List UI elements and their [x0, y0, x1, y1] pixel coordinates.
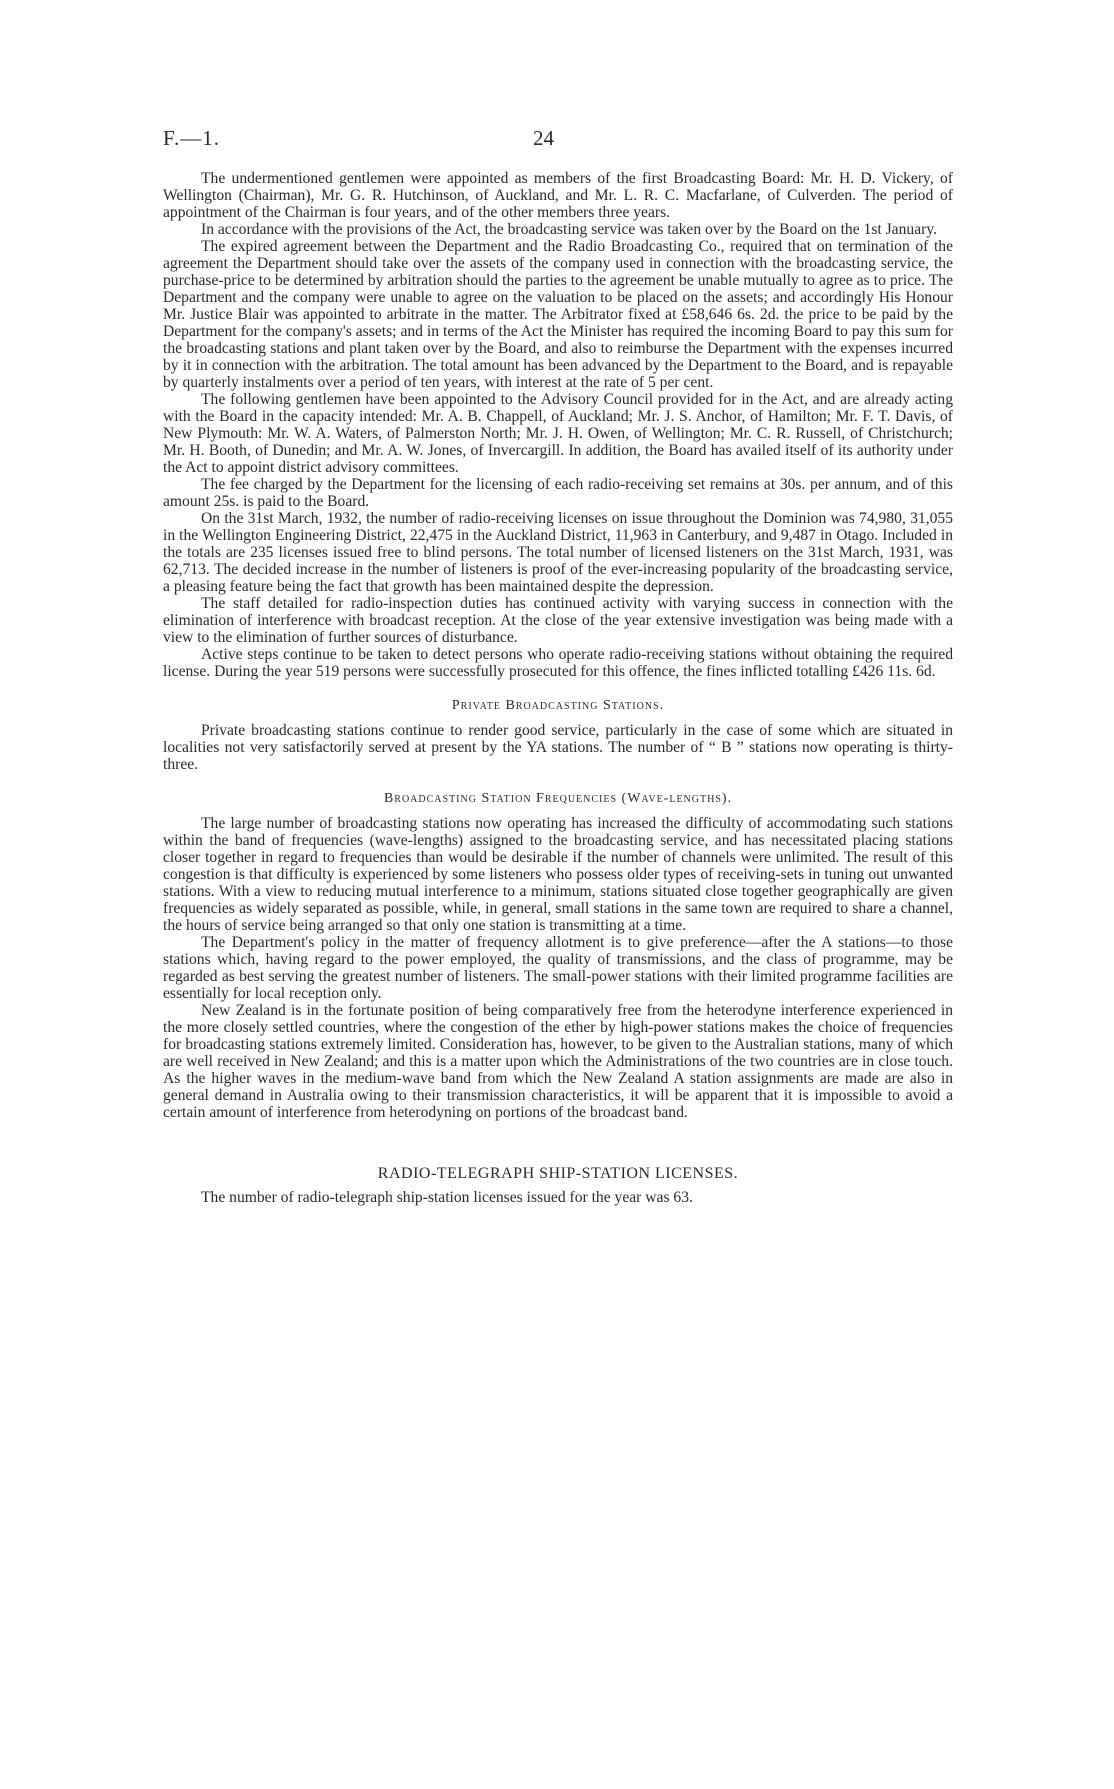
- paragraph-ship-station-licenses: The number of radio-telegraph ship-station licenses issued for the year was 63.: [201, 1189, 693, 1206]
- paragraph-private-stations: Private broadcasting stations continue to render good service, particularly in the case of some which are situated in localities not very satisfactorily served at present by the YA stations. The number of “ B ” stations now operating is thirty-three.: [163, 722, 953, 773]
- paragraph-license-numbers: On the 31st March, 1932, the number of radio-receiving licenses on issue throughout the Dominion was 74,980, 31,055 in the Wellington Engineering District, 22,475 in the Auckland District, 11,963 in Canterbury, and 9,487 in Otago. Included in the totals are 235 licenses issued free to blind persons. The total number of licensed listeners on the 31st March, 1931, was 62,713. The decided increase in the number of listeners is proof of the ever-increasing popularity of the broadcasting service, a pleasing feature being the fact that growth has been maintained despite the depression.: [163, 510, 953, 595]
- section-private-stations: [163, 698, 953, 773]
- paragraph-frequency-congestion: The large number of broadcasting stations now operating has increased the difficulty of accommodating such stations within the band of frequencies (wave-lengths) assigned to the broadcasting service, and has necessitated placing stations closer together in regard to frequencies than would be desirable if the number of channels were unlimited. The result of this congestion is that difficulty is experienced by some listeners who possess older types of receiving-sets in tuning out unwanted stations. With a view to reducing mutual interference to a minimum, stations situated close together geographically are given frequencies as widely separated as possible, while, in general, small stations in the same town are required to share a channel, the hours of service being arranged so that only one station is transmitting at a time.: [163, 815, 953, 934]
- section-broadcasting-board: [163, 170, 953, 680]
- paragraph-board-members: The undermentioned gentlemen were appointed as members of the first Broadcasting Board: Mr. H. D. Vickery, of Wellington (Chairman), Mr. G. R. Hutchinson, of Auckland, and Mr. L. R. C. Macfarlane, of Culverden. The period of appointment of the Chairman is four years, and of the other members three years.: [163, 170, 953, 221]
- section-ship-station-licenses: [163, 1165, 953, 1206]
- heading-private-stations: Private Broadcasting Stations.: [451, 698, 665, 713]
- paragraph-heterodyne-interference: New Zealand is in the fortunate position of being comparatively free from the heterodyne interference experienced in the more closely settled countries, where the congestion of the ether by high-power stations makes the choice of frequencies for broadcasting stations extremely limited. Consideration has, however, to be given to the Australian stations, many of which are well received in New Zealand; and this is a matter upon which the Administrations of the two countries are in close touch. As the higher waves in the medium-wave band from which the New Zealand A station assignments are made are also in general demand in Australia owing to their transmission characteristics, it will be apparent that it is impossible to avoid a certain amount of interference from heterodyning on portions of the broadcast band.: [163, 1002, 953, 1121]
- paragraph-radio-inspection: The staff detailed for radio-inspection duties has continued activity with varying success in connection with the elimination of interference with broadcast reception. At the close of the year extensive investigation was being made with a view to the elimination of further sources of disturbance.: [163, 595, 953, 646]
- section-station-frequencies: [163, 791, 953, 1121]
- paragraph-advisory-council: The following gentlemen have been appointed to the Advisory Council provided for in the Act, and are already acting with the Board in the capacity intended: Mr. A. B. Chappell, of Auckland; Mr. J. S. Anchor, of Hamilton; Mr. F. T. Davis, of New Plymouth: Mr. W. A. Waters, of Palmerston North; Mr. J. H. Owen, of Wellington; Mr. C. R. Russell, of Christchurch; Mr. H. Booth, of Dunedin; and Mr. A. W. Jones, of Invercargill. In addition, the Board has availed itself of its authority under the Act to appoint district advisory committees.: [163, 391, 953, 476]
- paragraph-service-takeover: In accordance with the provisions of the Act, the broadcasting service was taken over by the Board on the 1st January.: [201, 221, 937, 238]
- body-text: [163, 170, 953, 1206]
- heading-station-frequencies: Broadcasting Station Frequencies (Wave-lengths).: [383, 791, 733, 806]
- paragraph-license-fee: The fee charged by the Department for the licensing of each radio-receiving set remains at 30s. per annum, and of this amount 25s. is paid to the Board.: [163, 476, 953, 510]
- paragraph-frequency-policy: The Department's policy in the matter of frequency allotment is to give preference—after the A stations—to those stations which, having regard to the power employed, the quality of transmissions, and the class of programme, may be regarded as best serving the greatest number of listeners. The small-power stations with their limited programme facilities are essentially for local reception only.: [163, 934, 953, 1002]
- page-number: 24: [533, 126, 554, 150]
- paragraph-prosecutions: Active steps continue to be taken to detect persons who operate radio-receiving stations without obtaining the required license. During the year 519 persons were successfully prosecuted for this offence, the fines inflicted totalling £426 11s. 6d.: [163, 646, 953, 680]
- heading-ship-station-licenses: RADIO-TELEGRAPH SHIP-STATION LICENSES.: [377, 1165, 739, 1182]
- paragraph-arbitration: The expired agreement between the Department and the Radio Broadcasting Co., required that on termination of the agreement the Department should take over the assets of the company used in connection with the broadcasting service, the purchase-price to be determined by arbitration should the parties to the agreement be unable mutually to agree as to price. The Department and the company were unable to agree on the valuation to be placed on the assets; and accordingly His Honour Mr. Justice Blair was appointed to arbitrate in the matter. The Arbitrator fixed at £58,646 6s. 2d. the price to be paid by the Department for the company's assets; and in terms of the Act the Minister has required the incoming Board to pay this sum for the broadcasting stations and plant taken over by the Board, and also to reimburse the Department with the expenses incurred by it in connection with the arbitration. The total amount has been advanced by the Department to the Board, and is repayable by quarterly instalments over a period of ten years, with interest at the rate of 5 per cent.: [163, 238, 953, 391]
- report-reference: F.—1.: [163, 126, 220, 150]
